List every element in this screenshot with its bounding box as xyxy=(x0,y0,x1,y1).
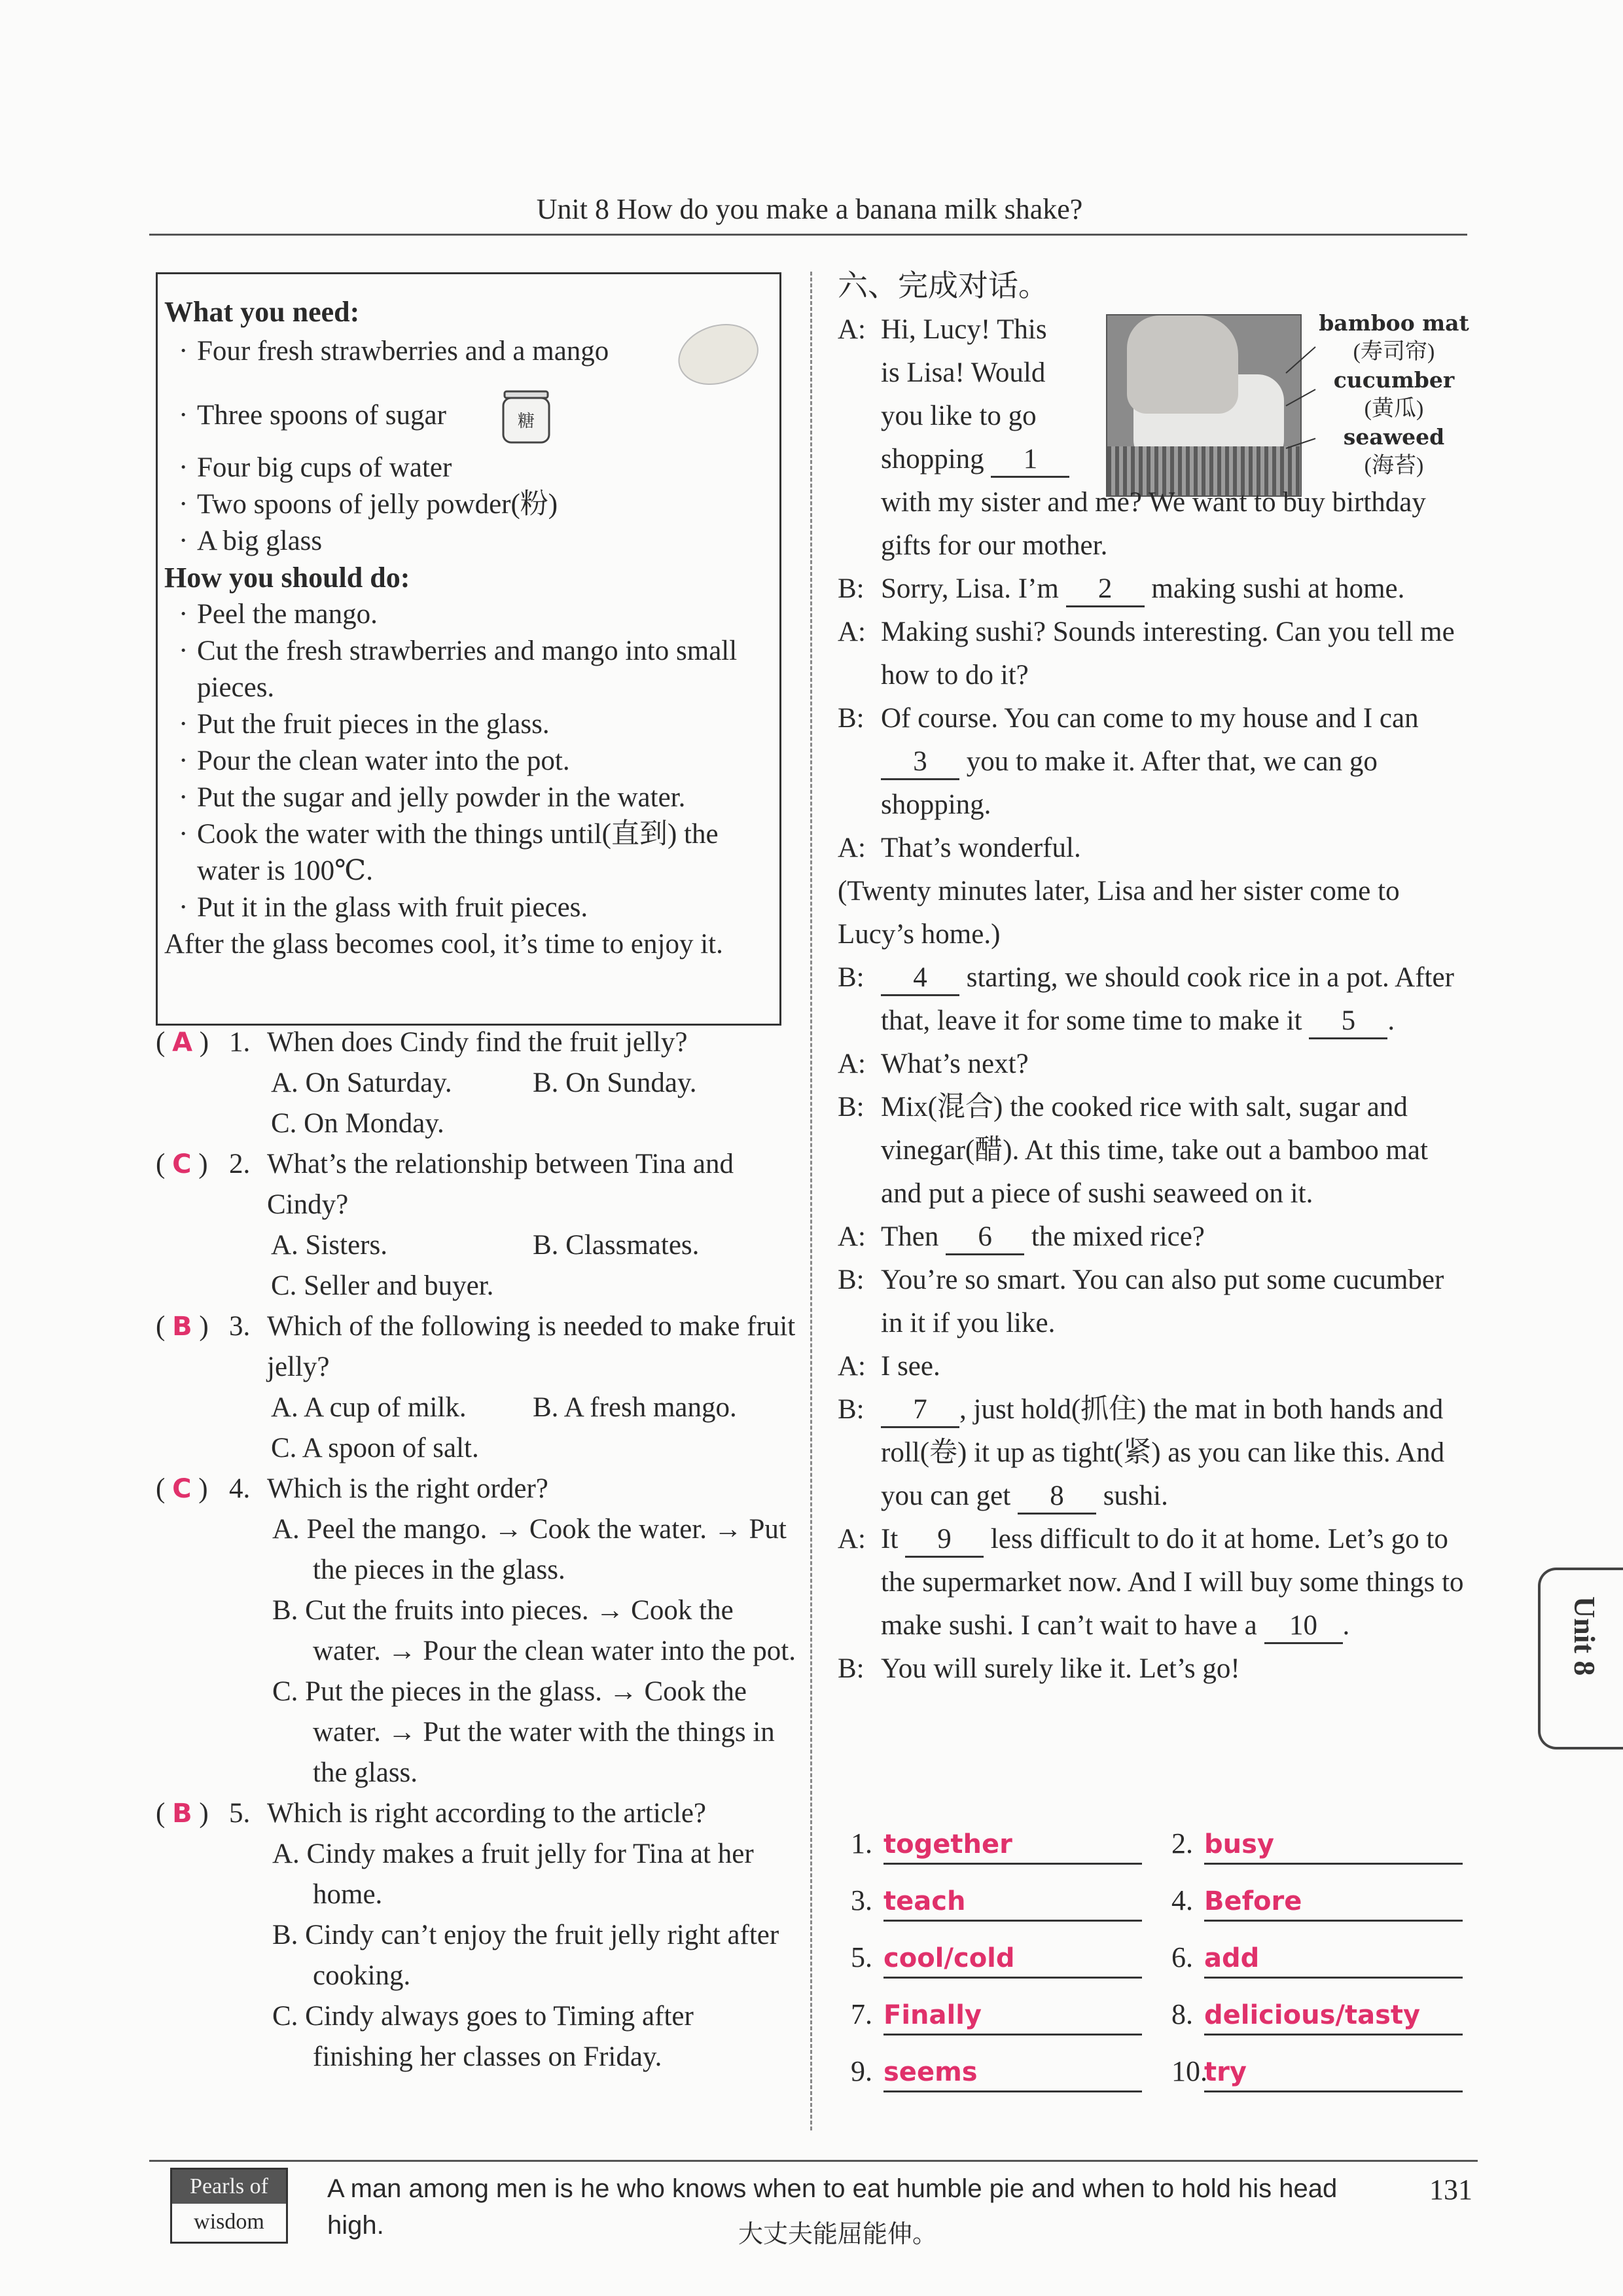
option: A. Cindy makes a fruit jelly for Tina at her home. xyxy=(272,1839,754,1910)
answer-cell: 2. busy xyxy=(1171,1826,1472,1865)
label-cn: (寿司帘) xyxy=(1353,340,1435,364)
option: B. Cindy can’t enjoy the fruit jelly right after cooking. xyxy=(272,1920,779,1991)
dialogue-line: B: 4 starting, we should cook rice in a pot. After that, leave it for some time to make it 5 . xyxy=(838,956,1466,1043)
dialogue-line: A: What’s next? xyxy=(838,1049,1029,1079)
blank-6: 6 xyxy=(946,1221,1024,1255)
blank-5: 5 xyxy=(1309,1005,1387,1039)
blank-9: 9 xyxy=(905,1523,984,1558)
step-item: · Cut the fresh strawberries and mango into small pieces. xyxy=(164,633,773,706)
dialogue-line: with my sister and me? We want to buy birthday gifts for our mother. xyxy=(881,487,1426,561)
dialogue-line: A: Then 6 the mixed rice? xyxy=(838,1215,1466,1259)
dialogue-line: A: Making sushi? Sounds interesting. Can you tell me how to do it? xyxy=(838,617,1455,691)
dialogue-line: shopping 1 xyxy=(838,438,1143,481)
answer-cell: 4. Before xyxy=(1171,1883,1472,1922)
step-item: · Put the fruit pieces in the glass. xyxy=(164,706,773,743)
answer-grid xyxy=(851,1826,1479,2111)
dialogue-line: A: That’s wonderful. xyxy=(838,833,1081,863)
sugar-jar-icon xyxy=(501,386,552,446)
dialogue-line: you like to go xyxy=(881,401,1037,431)
label-cn: (海苔) xyxy=(1364,454,1424,478)
answer-word: add xyxy=(1204,1940,1463,1979)
answer-cell: 5. cool/cold xyxy=(851,1940,1152,1979)
dialogue-line: A: Hi, Lucy! This xyxy=(838,314,1047,345)
dialogue-line: B: 7 , just hold(抓住) the mat in both hands and roll(卷) it up as tight(紧) as you can like this. And you can get 8 sushi. xyxy=(838,1388,1466,1518)
option: C. Cindy always goes to Timing after finishing her classes on Friday. xyxy=(272,2001,694,2072)
pearls-of-wisdom-badge: Pearls of wisdom xyxy=(170,2168,288,2244)
need-item: · Three spoons of sugar xyxy=(164,397,773,434)
label-en: cucumber xyxy=(1333,367,1455,393)
dialogue-title: 六、完成对话。 xyxy=(838,269,1048,302)
dialogue-line: B: Of course. You can come to my house and I can 3 you to make it. After that, we can go shopping. xyxy=(838,703,1419,820)
footer-divider xyxy=(149,2160,1478,2162)
blank-8: 8 xyxy=(1018,1480,1096,1515)
question-1: ( A ) 1. When does Cindy find the fruit jelly? xyxy=(156,1022,797,1063)
unit-side-tab xyxy=(1538,1568,1623,1749)
need-item: · Four fresh strawberries and a mango xyxy=(164,333,773,370)
footer-quote: A man among men is he who knows when to eat humble pie and when to hold his head high. xyxy=(327,2174,1338,2240)
dialogue-line: B: You’re so smart. You can also put some cucumber in it if you like. xyxy=(838,1265,1444,1338)
narration: (Twenty minutes later, Lisa and her sister come to Lucy’s home.) xyxy=(838,876,1400,950)
step-item: · Pour the clean water into the pot. xyxy=(164,743,773,780)
question-2: ( C ) 2. What’s the relationship between Tina and Cindy? xyxy=(156,1144,797,1225)
need-item: · Four big cups of water xyxy=(164,450,773,486)
answer-word: cool/cold xyxy=(883,1940,1142,1979)
blank-1: 1 xyxy=(991,443,1069,478)
dialogue-line: B: Mix(混合) the cooked rice with salt, sugar and vinegar(醋). At this time, take out a bamboo mat and put a piece of sushi seaweed on it. xyxy=(838,1092,1428,1209)
page-number: 131 xyxy=(1429,2174,1472,2206)
answer-mark: B xyxy=(172,1312,192,1342)
answer-word: Before xyxy=(1204,1883,1463,1922)
answer-mark: A xyxy=(172,1028,193,1058)
question-4: ( C ) 4. Which is the right order? xyxy=(156,1469,797,1509)
blank-4: 4 xyxy=(881,961,959,996)
option: A. Sisters. xyxy=(271,1230,387,1261)
closing-text: After the glass becomes cool, it’s time to enjoy it. xyxy=(164,929,723,960)
answer-cell: 10.try xyxy=(1171,2054,1472,2092)
option: A. On Saturday. xyxy=(271,1067,452,1098)
footer-quote-cn: 大丈夫能屈能伸。 xyxy=(738,2219,937,2248)
options-row xyxy=(156,1063,797,1103)
answer-word: teach xyxy=(883,1883,1142,1922)
option: B. A fresh mango. xyxy=(533,1392,737,1423)
step-item: · Put the sugar and jelly powder in the water. xyxy=(164,780,773,816)
answer-cell: 1. together xyxy=(851,1826,1152,1865)
page-header-title: Unit 8 How do you make a banana milk shake? xyxy=(536,193,1083,225)
step-item: · Cook the water with the things until(直到) the water is 100℃. xyxy=(164,816,773,889)
question-number: 2. xyxy=(229,1149,251,1179)
answer-cell: 3. teach xyxy=(851,1883,1152,1922)
question-number: 4. xyxy=(229,1473,251,1504)
answer-word: seems xyxy=(883,2054,1142,2092)
jar-label: 糖 xyxy=(517,412,535,431)
dialogue-line: A: I see. xyxy=(838,1351,940,1382)
blank-2: 2 xyxy=(1066,573,1145,607)
question-3: ( B ) 3. Which of the following is needed to make fruit jelly? xyxy=(156,1306,797,1388)
need-title: What you need: xyxy=(164,296,360,328)
option: C. On Monday. xyxy=(271,1108,444,1139)
need-item: · Two spoons of jelly powder(粉) xyxy=(164,486,773,523)
option: C. Seller and buyer. xyxy=(271,1270,494,1301)
answer-mark: C xyxy=(172,1474,192,1504)
dialogue-line: B: You will surely like it. Let’s go! xyxy=(838,1653,1240,1684)
answer-word: try xyxy=(1204,2054,1463,2092)
recipe-box xyxy=(156,272,781,1026)
blank-7: 7 xyxy=(881,1393,959,1428)
question-number: 3. xyxy=(229,1311,251,1342)
question-text: Which of the following is needed to make fruit jelly? xyxy=(267,1311,796,1382)
options-row xyxy=(156,1225,797,1266)
question-list xyxy=(156,1022,797,2077)
option: C. A spoon of salt. xyxy=(271,1433,479,1463)
answer-mark: B xyxy=(172,1799,192,1829)
label-cn: (黄瓜) xyxy=(1364,397,1424,421)
do-title: How you should do: xyxy=(164,562,410,594)
header-divider xyxy=(149,234,1467,236)
dialogue-section xyxy=(838,265,1466,1691)
question-number: 1. xyxy=(229,1027,251,1058)
answer-cell: 9. seems xyxy=(851,2054,1152,2092)
question-text: When does Cindy find the fruit jelly? xyxy=(267,1027,688,1058)
option: B. Cut the fruits into pieces. → Cook the water. → Pour the clean water into the pot. xyxy=(272,1595,796,1666)
need-item: · A big glass xyxy=(164,523,773,560)
dialogue-line: B: Sorry, Lisa. I’m 2 making sushi at home. xyxy=(838,567,1466,611)
side-tab-label: Unit 8 xyxy=(1568,1596,1601,1676)
option: A. A cup of milk. xyxy=(271,1392,467,1423)
blank-3: 3 xyxy=(881,745,959,780)
answer-word: delicious/tasty xyxy=(1204,1997,1463,2036)
label-en: bamboo mat xyxy=(1319,310,1469,336)
answer-cell: 7. Finally xyxy=(851,1997,1152,2036)
answer-cell: 8. delicious/tasty xyxy=(1171,1997,1472,2036)
option: B. Classmates. xyxy=(533,1230,700,1261)
answer-mark: C xyxy=(172,1149,192,1179)
blank-10: 10 xyxy=(1264,1609,1343,1644)
options-row xyxy=(156,1388,797,1428)
question-text: Which is right according to the article? xyxy=(267,1798,707,1829)
step-item: · Put it in the glass with fruit pieces. xyxy=(164,889,773,926)
step-item: · Peel the mango. xyxy=(164,596,773,633)
question-number: 5. xyxy=(229,1798,251,1829)
dialogue-line: A: It 9 less difficult to do it at home. Let’s go to the supermarket now. And I will buy some things to make sushi. I can’t wait to have a 10 . xyxy=(838,1518,1466,1647)
question-text: What’s the relationship between Tina and Cindy? xyxy=(267,1149,734,1220)
answer-word: busy xyxy=(1204,1826,1463,1865)
answer-cell: 6. add xyxy=(1171,1940,1472,1979)
option: A. Peel the mango. → Cook the water. → Put the pieces in the glass. xyxy=(272,1514,787,1585)
dialogue-line: is Lisa! Would xyxy=(881,357,1046,388)
question-text: Which is the right order? xyxy=(267,1473,548,1504)
option: C. Put the pieces in the glass. → Cook the water. → Put the water with the things in the glass. xyxy=(272,1676,775,1788)
label-en: seaweed xyxy=(1343,424,1445,450)
answer-word: together xyxy=(883,1826,1142,1865)
question-5: ( B ) 5. Which is right according to the article? xyxy=(156,1793,797,1834)
option: B. On Sunday. xyxy=(533,1067,697,1098)
column-divider xyxy=(810,272,812,2130)
answer-word: Finally xyxy=(883,1997,1142,2036)
